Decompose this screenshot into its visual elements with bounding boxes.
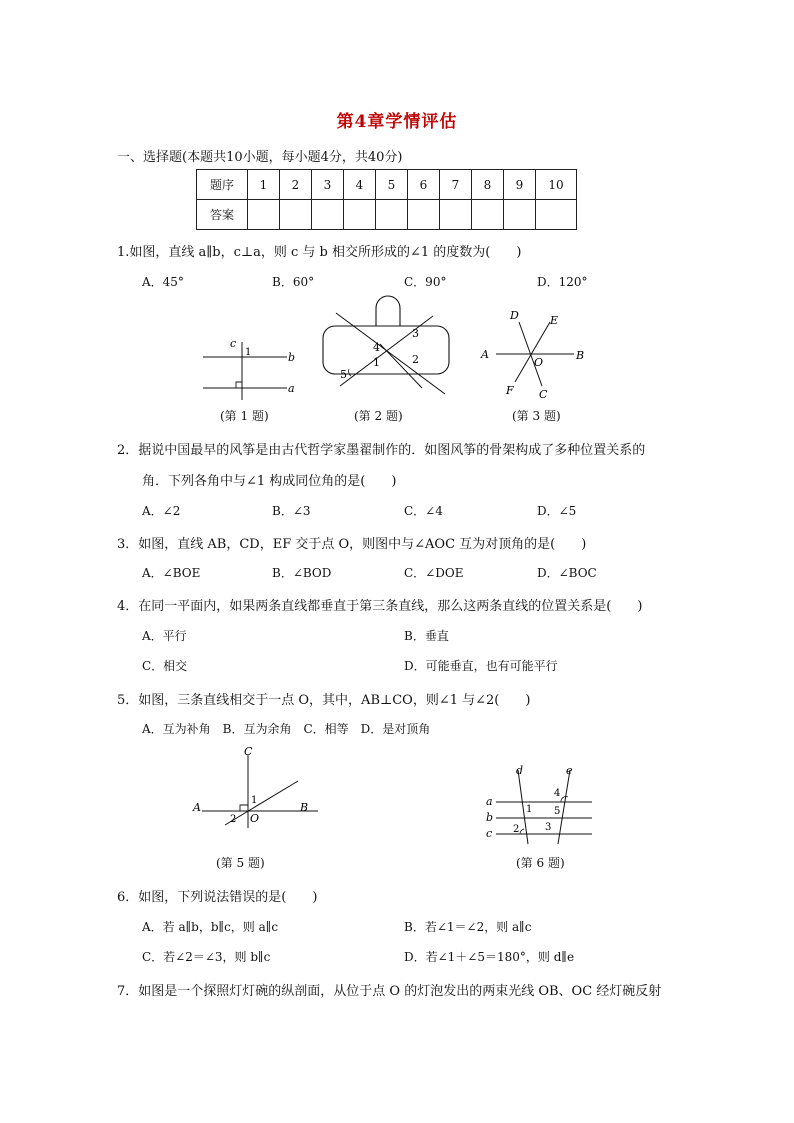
fig3-label-D: D	[510, 309, 519, 322]
caption-fig-6: (第 6 题)	[516, 856, 565, 870]
q4-option-a: A．平行	[142, 629, 187, 643]
question-3-stem: 3．如图，直线 AB，CD，EF 交于点 O，则图中与∠AOC 互为对顶角的是( )	[117, 537, 587, 552]
fig6-label-4: 4	[554, 788, 561, 799]
answer-table	[196, 169, 577, 230]
question-number-cell: 7	[440, 170, 472, 200]
fig1-label-1: 1	[245, 347, 252, 358]
fig5-label-2: 2	[230, 814, 237, 825]
q1-option-c: C．90°	[404, 275, 447, 289]
table-header-cell: 答案	[197, 200, 248, 230]
question-number-cell: 8	[472, 170, 504, 200]
fig2-label-2: 2	[412, 353, 419, 366]
question-6-stem: 6．如图，下列说法错误的是( )	[117, 890, 318, 905]
figure-1	[195, 330, 305, 405]
q2-option-d: D．∠5	[537, 504, 577, 518]
question-number-cell: 6	[408, 170, 440, 200]
figure-2	[318, 294, 456, 404]
q1-option-d: D．120°	[537, 275, 588, 289]
question-number-cell: 10	[536, 170, 577, 200]
q6-option-c: C．若∠2＝∠3，则 b∥c	[142, 950, 271, 964]
table-row	[197, 200, 577, 230]
fig5-label-B: B	[300, 801, 309, 814]
answer-cell[interactable]	[440, 200, 472, 230]
fig3-label-A: A	[481, 348, 489, 361]
q2-option-a: A．∠2	[142, 504, 181, 518]
question-2-stem-line2: 角．下列各角中与∠1 构成同位角的是( )	[142, 474, 397, 489]
question-number-cell: 5	[376, 170, 408, 200]
q1-option-b: B．60°	[272, 275, 315, 289]
q6-option-d: D．若∠1＋∠5＝180°，则 d∥e	[404, 950, 575, 964]
q3-option-c: C．∠DOE	[404, 566, 464, 580]
fig6-label-3: 3	[545, 822, 552, 833]
fig6-label-e: e	[566, 764, 573, 777]
q3-option-d: D．∠BOC	[537, 566, 597, 580]
q3-option-b: B．∠BOD	[272, 566, 332, 580]
fig6-label-1: 1	[526, 804, 533, 815]
fig5-label-O: O	[250, 812, 260, 825]
fig6-label-5: 5	[554, 806, 561, 817]
q4-option-d: D．可能垂直，也有可能平行	[404, 659, 558, 673]
fig6-label-a: a	[486, 795, 493, 808]
q6-option-b: B．若∠1＝∠2，则 a∥c	[404, 920, 532, 934]
fig6-label-2: 2	[513, 824, 520, 835]
q2-option-c: C．∠4	[404, 504, 443, 518]
answer-cell[interactable]	[344, 200, 376, 230]
answer-cell[interactable]	[376, 200, 408, 230]
fig3-label-O: O	[534, 356, 544, 369]
question-number-cell: 9	[504, 170, 536, 200]
question-number-cell: 1	[248, 170, 280, 200]
answer-cell[interactable]	[536, 200, 577, 230]
fig2-label-1: 1	[373, 356, 380, 369]
fig5-label-A: A	[193, 801, 201, 814]
q5-options: A．互为补角 B．互为余角 C．相等 D．是对顶角	[142, 722, 431, 736]
question-2-stem: 2．据说中国最早的风筝是由古代哲学家墨翟制作的．如图风筝的骨架构成了多种位置关系的	[117, 443, 646, 458]
table-row	[197, 170, 577, 200]
fig2-label-3: 3	[412, 327, 419, 340]
question-4-stem: 4．在同一平面内，如果两条直线都垂直于第三条直线，那么这两条直线的位置关系是( )	[117, 599, 643, 614]
question-7-stem: 7．如图是一个探照灯灯碗的纵剖面，从位于点 O 的灯泡发出的两束光线 OB、OC 经灯碗反射	[117, 984, 662, 999]
question-5-stem: 5．如图，三条直线相交于一点 O，其中，AB⊥CO，则∠1 与∠2( )	[117, 693, 531, 708]
answer-cell[interactable]	[280, 200, 312, 230]
fig3-label-C: C	[539, 388, 548, 401]
fig2-label-5: 5	[340, 368, 347, 381]
fig5-label-C: C	[244, 745, 253, 758]
fig3-label-B: B	[576, 349, 585, 362]
figure-3	[478, 306, 592, 404]
caption-fig-2: (第 2 题)	[354, 409, 403, 423]
fig3-label-F: F	[506, 384, 514, 397]
question-number-cell: 4	[344, 170, 376, 200]
page-title: 第4章学情评估	[336, 112, 458, 132]
question-number-cell: 2	[280, 170, 312, 200]
q6-option-a: A．若 a∥b，b∥c，则 a∥c	[142, 920, 279, 934]
fig2-label-4: 4	[373, 341, 380, 354]
answer-cell[interactable]	[312, 200, 344, 230]
question-number-cell: 3	[312, 170, 344, 200]
section-heading: 一、选择题(本题共10小题，每小题4分，共40分)	[117, 150, 403, 165]
fig1-label-b: b	[288, 351, 296, 364]
fig6-label-b: b	[486, 811, 494, 824]
q4-option-b: B．垂直	[404, 629, 449, 643]
q4-option-c: C．相交	[142, 659, 188, 673]
q1-option-a: A．45°	[142, 275, 184, 289]
figure-6	[480, 760, 600, 848]
fig6-label-d: d	[516, 764, 524, 777]
caption-fig-5: (第 5 题)	[216, 856, 265, 870]
question-1-stem: 1.如图，直线 a∥b，c⊥a，则 c 与 b 相交所形成的∠1 的度数为( )	[117, 245, 522, 260]
caption-fig-3: (第 3 题)	[512, 409, 561, 423]
answer-cell[interactable]	[408, 200, 440, 230]
fig6-label-c: c	[486, 827, 493, 840]
q2-option-b: B．∠3	[272, 504, 311, 518]
answer-cell[interactable]	[472, 200, 504, 230]
caption-fig-1: (第 1 题)	[220, 409, 269, 423]
fig1-label-c: c	[230, 337, 237, 350]
answer-cell[interactable]	[248, 200, 280, 230]
table-header-cell: 题序	[197, 170, 248, 200]
q3-option-a: A．∠BOE	[142, 566, 201, 580]
answer-cell[interactable]	[504, 200, 536, 230]
fig3-label-E: E	[550, 314, 559, 327]
fig1-label-a: a	[288, 382, 295, 395]
fig5-label-1: 1	[251, 795, 258, 806]
figure-5	[190, 743, 325, 833]
